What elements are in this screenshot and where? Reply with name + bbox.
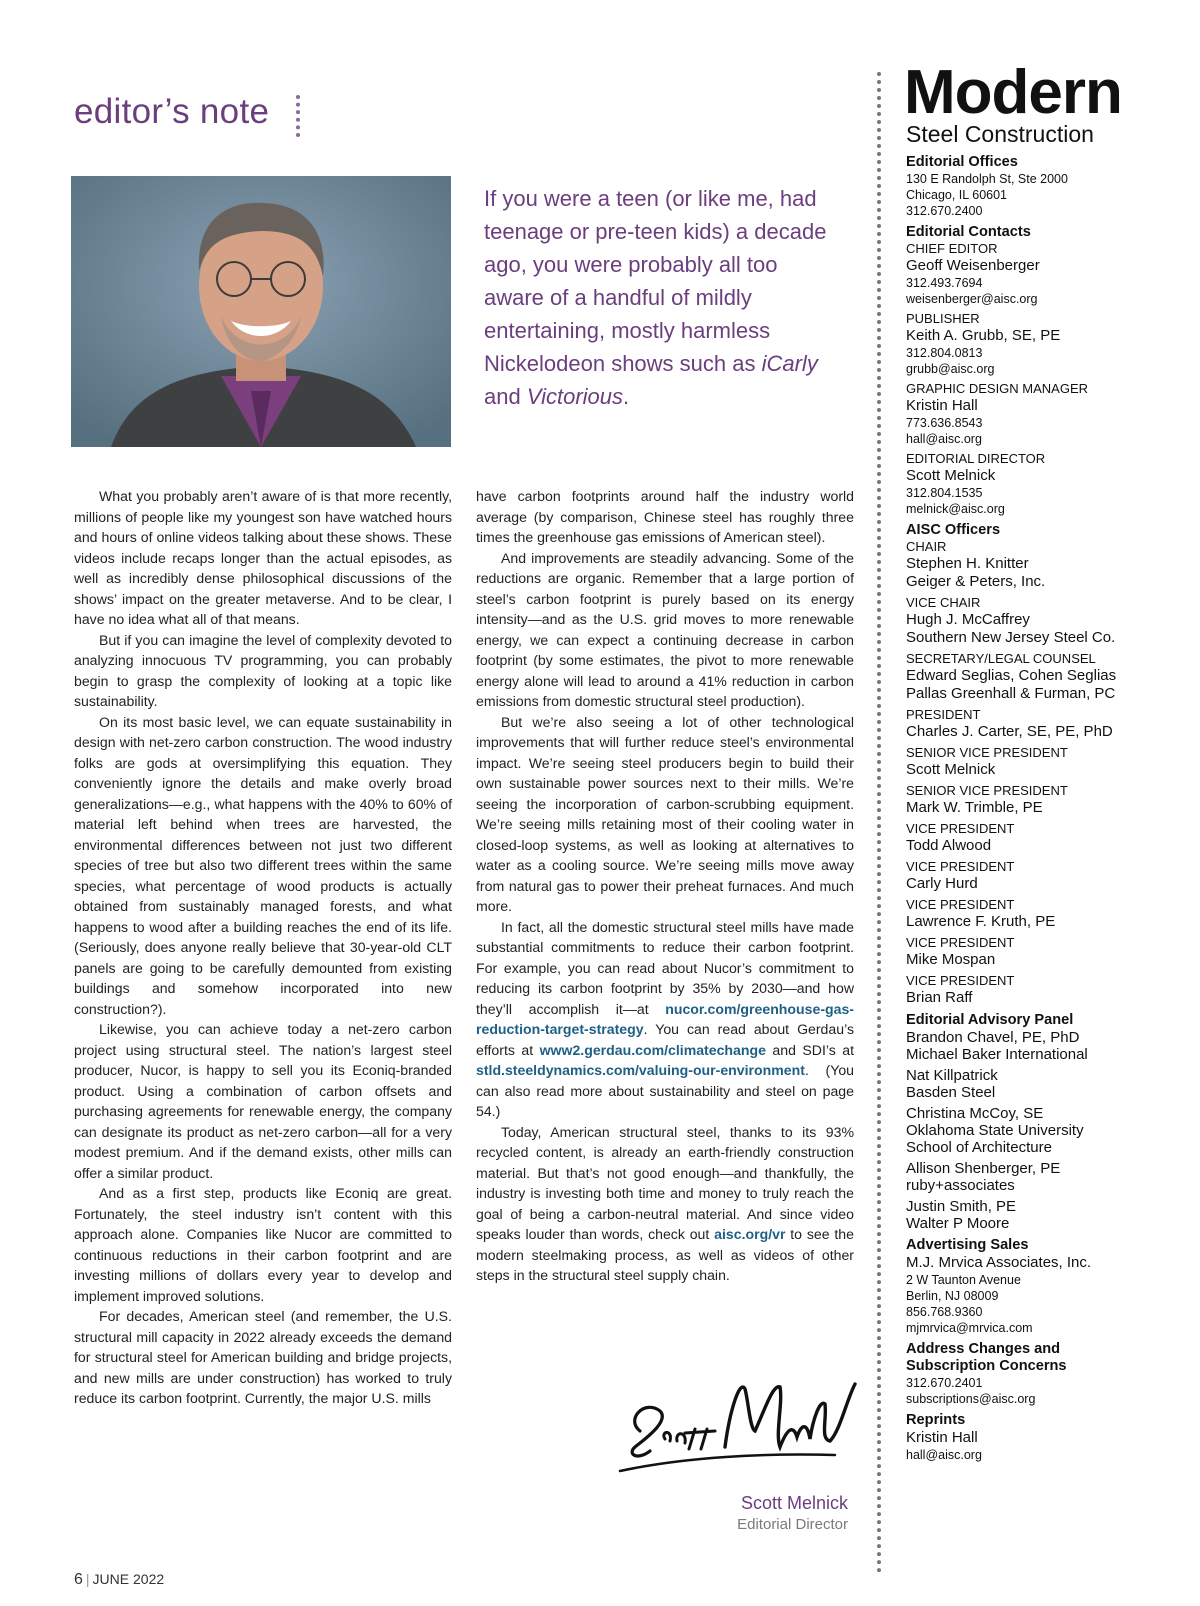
contact-phone: 312.804.1535 (906, 486, 983, 500)
panel-member: Justin Smith, PE (906, 1198, 1017, 1215)
panel-affiliation: School of Architecture (906, 1139, 1052, 1156)
panel-heading: Editorial Advisory Panel (906, 1012, 1074, 1028)
pull-quote-end: . (623, 384, 630, 409)
contact-name: Scott Melnick (906, 467, 996, 484)
address-phone: 312.670.2401 (906, 1376, 983, 1390)
contact-role: EDITORIAL DIRECTOR (906, 451, 1046, 466)
signature-title: Editorial Director (737, 1516, 848, 1533)
panel-affiliation: Michael Baker International (906, 1046, 1088, 1063)
contact-role: GRAPHIC DESIGN MANAGER (906, 381, 1089, 396)
issue-date: JUNE 2022 (92, 1571, 165, 1587)
pull-quote-text: If you were a teen (or like me, had teenage or pre-teen kids) a decade ago, you were probably all too aware of a handful of mildly entertaining, mostly harmless Nickelodeon shows such as (484, 186, 827, 376)
contact-email[interactable]: grubb@aisc.org (906, 362, 995, 376)
magazine-logo-title: Modern (904, 58, 1122, 127)
officer-name: Brian Raff (906, 989, 973, 1006)
paragraph: But we’re also seeing a lot of other technological improvements that will further reduce steel’s environmental impact. We’re seeing steel producers begin to build their own sustainable power sources next to their mills. We’re seeing the incorporation of carbon-scrubbing equipment. We’re seeing mills retaining most of their cooling water in closed-loop systems, as well as looking at alternatives to water as a cooling source. We’re seeing mills move away from natural gas to power their preheat furnaces. And much more. (476, 713, 854, 914)
address-heading-2: Subscription Concerns (906, 1358, 1067, 1374)
paragraph: What you probably aren’t aware of is that more recently, millions of people like my youngest son have watched hours and hours of online videos talking about these shows. These videos include recaps longer than the actual episodes, as well as incredibly dense philosophical discussions of the shows’ impact on the greater metaverse. And to be clear, I have no idea what all of that means. (74, 488, 452, 627)
signature-graphic (615, 1359, 865, 1474)
contact-phone: 312.804.0813 (906, 346, 983, 360)
paragraph: For decades, American steel (and remember, the U.S. structural mill capacity in 2022 already exceeds the demand for structural steel for American building and bridge projects, and new mills are under construction) has worked to truly reduce its carbon footprint. Currently, the major U.S. mills (74, 1308, 452, 1406)
officer-role: VICE PRESIDENT (906, 859, 1015, 874)
reprints-email[interactable]: hall@aisc.org (906, 1448, 982, 1462)
address-heading: Address Changes and (906, 1341, 1061, 1357)
contact-phone: 773.636.8543 (906, 416, 983, 430)
officer-role: SENIOR VICE PRESIDENT (906, 745, 1068, 760)
officer-name: Mike Mospan (906, 951, 996, 968)
signature (615, 1359, 865, 1474)
offices-address-1: 130 E Randolph St, Ste 2000 (906, 172, 1068, 186)
contact-name: Geoff Weisenberger (906, 257, 1040, 274)
officer-name: Todd Alwood (906, 837, 992, 854)
title-divider (296, 95, 300, 137)
magazine-logo-subtitle: Steel Construction (906, 121, 1094, 147)
pull-quote-show-2: Victorious (526, 384, 624, 409)
panel-affiliation: ruby+associates (906, 1177, 1015, 1194)
officer-role: SECRETARY/LEGAL COUNSEL (906, 651, 1096, 666)
pull-quote (484, 182, 829, 413)
article-column-2 (476, 486, 854, 1286)
pull-quote-show-1: iCarly (761, 351, 818, 376)
panel-affiliation: Basden Steel (906, 1084, 996, 1101)
page-footer (74, 1571, 164, 1589)
sales-company: M.J. Mrvica Associates, Inc. (906, 1254, 1092, 1271)
officer-role: CHAIR (906, 539, 947, 554)
paragraph: have carbon footprints around half the industry world average (by comparison, Chinese steel has roughly three times the greenhouse gas emissions of American steel). (476, 488, 854, 545)
paragraph-text: to see the modern steelmaking process, as well as videos of other steps in the structural steel supply chain. (476, 1226, 854, 1283)
contacts-heading: Editorial Contacts (906, 224, 1031, 240)
masthead-sidebar (906, 154, 1194, 1463)
paragraph-text: . You can read about Gerdau’s efforts at (476, 1021, 854, 1058)
officer-role: VICE PRESIDENT (906, 973, 1015, 988)
paragraph-text: and SDI’s at (765, 1041, 854, 1058)
contact-role: PUBLISHER (906, 311, 980, 326)
contact-name: Kristin Hall (906, 397, 978, 414)
officer-role: VICE PRESIDENT (906, 821, 1015, 836)
officer-role: VICE PRESIDENT (906, 935, 1015, 950)
sales-heading: Advertising Sales (906, 1237, 1029, 1253)
panel-member: Christina McCoy, SE (906, 1105, 1044, 1122)
officer-role: VICE PRESIDENT (906, 897, 1015, 912)
offices-address-2: Chicago, IL 60601 (906, 188, 1008, 202)
paragraph: On its most basic level, we can equate sustainability in design with net-zero carbon construction. The wood industry folks are gods at oversimplifying this equation. They conveniently ignore the details and make overly broad generalizations—e.g., what happens with the 40% to 60% of material left behind when trees are harvested, the environmental differences between not just two different species of tree but also two different trees within the same species, what percentage of wood products is actually obtained from sustainably managed forests, and what happens to wood after a building reaches the end of its life. (Seriously, does anyone really believe that 30-year-old CLT panels are going to be carefully demounted from existing buildings and somehow incorporated into new construction?). (74, 713, 452, 1017)
officer-name: Scott Melnick (906, 761, 996, 778)
sales-address-2: Berlin, NJ 08009 (906, 1289, 999, 1303)
reprints-name: Kristin Hall (906, 1429, 978, 1446)
officer-affiliation: Geiger & Peters, Inc. (906, 573, 1046, 590)
paragraph: And as a first step, products like Econiq are great. Fortunately, the steel industry isn’t content with this approach alone. Companies like Nucor are committed to continuous reductions in their carbon footprint and are investing millions of dollars every year to develop and implement improved solutions. (74, 1185, 452, 1304)
pull-quote-conjunction: and (484, 384, 527, 409)
panel-member: Allison Shenberger, PE (906, 1160, 1061, 1177)
paragraph: And improvements are steadily advancing. Some of the reductions are organic. Remember that a large portion of steel’s carbon footprint is purely based on its energy intensity—and as the U.S. grid moves to more renewable energy, we can expect a continuing decrease in carbon footprint (by some estimates, the pivot to more renewable energy alone will lead to around a 41% reduction in carbon emissions from domestic structural steel production). (476, 549, 854, 709)
reprints-heading: Reprints (906, 1412, 966, 1428)
paragraph: Likewise, you can achieve today a net-zero carbon project using structural steel. The nation’s largest steel producer, Nucor, is happy to sell you its Econiq-branded product. Using a combination of carbon offsets and purchasing agreements for renewable energy, the company can designate its product as net-zero carbon—all for a very modest premium. And if the demand exists, other mills can offer a similar product. (74, 1021, 452, 1181)
portrait-illustration (71, 176, 451, 447)
contact-email[interactable]: melnick@aisc.org (906, 502, 1005, 516)
contact-name: Keith A. Grubb, SE, PE (906, 327, 1061, 344)
page-number: 6 (74, 1571, 83, 1588)
nucor-link[interactable]: nucor.com/greenhouse-gas-reduction-target-strategy (476, 1000, 854, 1037)
paragraph-text: In fact, all the domestic structural steel mills have made substantial commitments to reduce their carbon footprint. For example, you can read about Nucor’s commitment to reducing its carbon footprint by 35% by 2030—and how they’ll accomplish it—at (476, 918, 854, 1017)
paragraph-text: . (You can also read more about sustainability and steel on page 54.) (476, 1062, 854, 1119)
sdi-link[interactable]: stld.steeldynamics.com/valuing-our-environment (476, 1062, 805, 1078)
signature-name: Scott Melnick (740, 1493, 848, 1513)
article-column-1 (74, 486, 452, 1409)
officer-name: Mark W. Trimble, PE (906, 799, 1043, 816)
officer-affiliation: Southern New Jersey Steel Co. (906, 629, 1116, 646)
officer-affiliation: Pallas Greenhall & Furman, PC (906, 685, 1116, 702)
officer-name: Charles J. Carter, SE, PE, PhD (906, 723, 1113, 740)
sales-address-1: 2 W Taunton Avenue (906, 1273, 1021, 1287)
contact-email[interactable]: hall@aisc.org (906, 432, 982, 446)
officer-name: Hugh J. McCaffrey (906, 611, 1030, 628)
officer-name: Edward Seglias, Cohen Seglias (906, 667, 1117, 684)
column-divider (877, 72, 881, 1574)
sales-email[interactable]: mjmrvica@mrvica.com (906, 1321, 1033, 1335)
officer-role: SENIOR VICE PRESIDENT (906, 783, 1068, 798)
contact-role: CHIEF EDITOR (906, 241, 998, 256)
aisc-vr-link[interactable]: aisc.org/vr (714, 1226, 786, 1242)
address-email[interactable]: subscriptions@aisc.org (906, 1392, 1036, 1406)
officer-name: Carly Hurd (906, 875, 978, 892)
panel-member: Nat Killpatrick (906, 1067, 998, 1084)
officers-heading: AISC Officers (906, 522, 1001, 538)
paragraph (476, 1122, 854, 1286)
officer-role: VICE CHAIR (906, 595, 981, 610)
officer-name: Stephen H. Knitter (906, 555, 1029, 572)
author-photo (71, 176, 451, 447)
gerdau-link[interactable]: www2.gerdau.com/climatechange (539, 1041, 766, 1058)
offices-phone: 312.670.2400 (906, 204, 983, 218)
panel-affiliation: Oklahoma State University (906, 1122, 1084, 1139)
contact-phone: 312.493.7694 (906, 276, 983, 290)
paragraph-text: Today, American structural steel, thanks to its 93% recycled content, is already an earth-friendly construction material. But that’s not good enough—and thankfully, the industry is investing both time and money to truly reach the goal of being a carbon-neutral material. And since video speaks louder than words, check out (476, 1123, 854, 1242)
contact-email[interactable]: weisenberger@aisc.org (906, 292, 1038, 306)
paragraph: But if you can imagine the level of complexity devoted to analyzing innocuous TV programming, you can probably begin to grasp the complexity of looking at a topic like sustainability. (74, 631, 452, 709)
officer-name: Lawrence F. Kruth, PE (906, 913, 1056, 930)
panel-member: Brandon Chavel, PE, PhD (906, 1029, 1080, 1046)
paragraph (476, 917, 854, 1122)
officer-role: PRESIDENT (906, 707, 981, 722)
footer-separator: | (85, 1571, 90, 1587)
section-title: editor’s note (74, 92, 270, 131)
offices-heading: Editorial Offices (906, 154, 1018, 170)
panel-affiliation: Walter P Moore (906, 1215, 1010, 1232)
sales-phone: 856.768.9360 (906, 1305, 983, 1319)
